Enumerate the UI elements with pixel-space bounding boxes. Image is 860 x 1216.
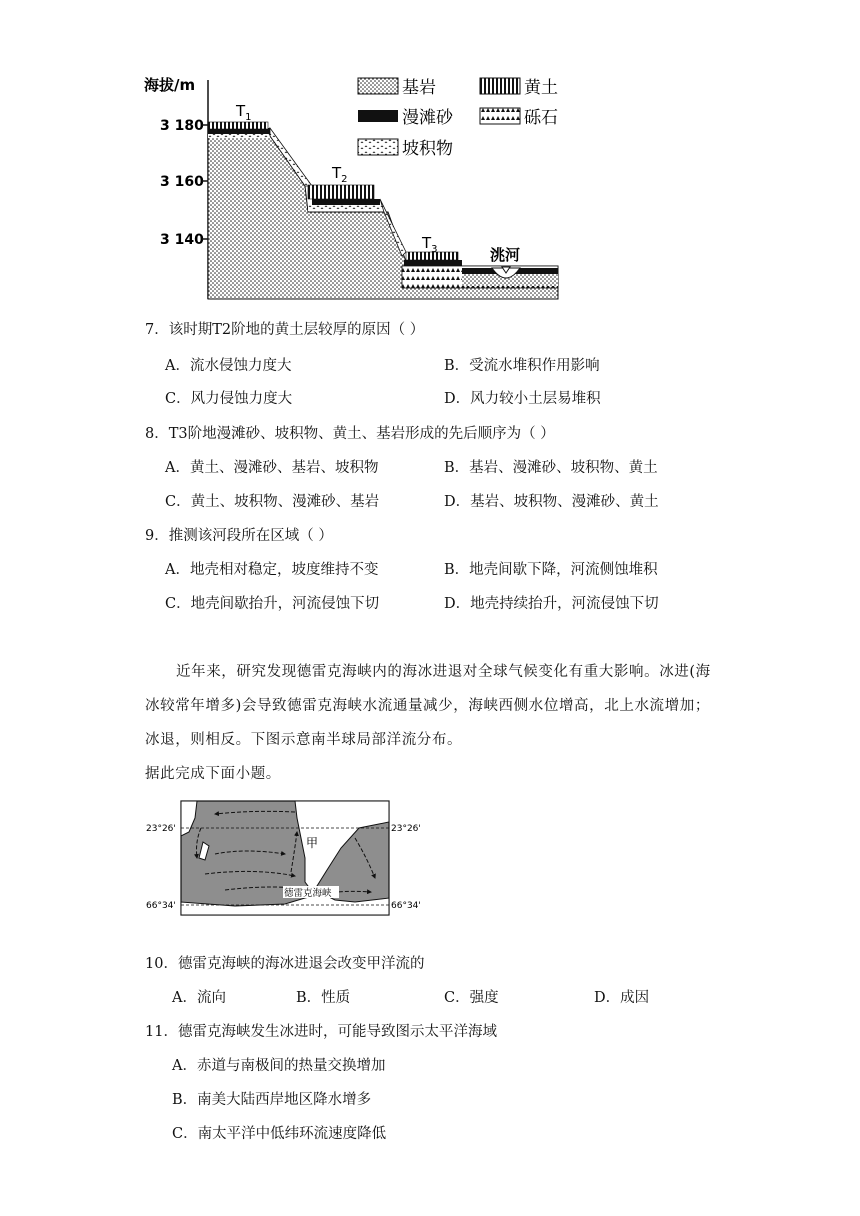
legend-loess-swatch [480, 78, 520, 94]
terrace-label-t1: $T_1$ [236, 102, 252, 123]
river-label: 洮河 [490, 246, 521, 264]
t1-colluvium [208, 134, 270, 138]
question-stem: 9．推测该河段所在区域（ ） [145, 528, 333, 544]
t2-colluvium [308, 205, 384, 211]
question-stem: 11．德雷克海峡发生冰进时，可能导致图示太平洋海域 [145, 1024, 497, 1040]
terrace-label-t3: $T_3$ [422, 234, 438, 255]
latitude-label-right-bottom: 66°34' [391, 901, 421, 911]
option-a[interactable]: A．地壳相对稳定，坡度维持不变 [165, 562, 379, 578]
option-b[interactable]: B．性质 [296, 990, 351, 1006]
option-d[interactable]: D．风力较小土层易堆积 [444, 391, 601, 407]
passage-line: 近年来，研究发现德雷克海峡内的海冰进退对全球气候变化有重大影响。冰进(海 [176, 664, 711, 680]
question-stem: 10．德雷克海峡的海冰进退会改变甲洋流的 [145, 956, 425, 972]
y-tick-label: 3 140 [160, 232, 204, 248]
label-jia: 甲 [306, 836, 319, 850]
terrace-label-t2: $T_2$ [332, 164, 348, 185]
y-axis-label: 海拔/m [144, 76, 196, 94]
legend-colluvium-label: 坡积物 [402, 139, 453, 159]
option-b[interactable]: B．受流水堆积作用影响 [444, 358, 600, 374]
y-tick-label: 3 180 [160, 118, 204, 134]
option-c[interactable]: C．地壳间歇抬升，河流侵蚀下切 [165, 596, 380, 612]
option-c[interactable]: C．南太平洋中低纬环流速度降低 [172, 1126, 387, 1142]
terrace-cross-section-figure [140, 66, 580, 308]
latitude-label-left-bottom: 66°34' [146, 901, 176, 911]
legend-sand-swatch [358, 110, 398, 122]
option-c[interactable]: C．强度 [444, 990, 499, 1006]
option-b[interactable]: B．地壳间歇下降，河流侧蚀堆积 [444, 562, 658, 578]
label-drake-strait: 德雷克海峡 [284, 888, 332, 899]
legend-gravel-label: 砾石 [524, 108, 558, 128]
option-c[interactable]: C．黄土、坡积物、漫滩砂、基岩 [165, 494, 380, 510]
passage-instruction: 据此完成下面小题。 [145, 766, 281, 782]
latitude-label-right-top: 23°26' [391, 824, 421, 834]
option-a[interactable]: A．流水侵蚀力度大 [165, 358, 292, 374]
option-b[interactable]: B．南美大陆西岸地区降水增多 [172, 1092, 372, 1108]
legend-sand-label: 漫滩砂 [402, 108, 453, 128]
legend-colluvium-swatch [358, 139, 398, 155]
t3-floodplain-sand [404, 260, 462, 266]
legend-bedrock-swatch [358, 78, 398, 94]
option-c[interactable]: C．风力侵蚀力度大 [165, 391, 293, 407]
question-stem: 7．该时期T2阶地的黄土层较厚的原因（ ） [145, 322, 425, 338]
question-stem: 8．T3阶地漫滩砂、坡积物、黄土、基岩形成的先后顺序为（ ） [145, 426, 555, 442]
passage-line: 冰较常年增多)会导致德雷克海峡水流通量减少，海峡西侧水位增高，北上水流增加； [145, 698, 710, 714]
t2-loess [308, 185, 374, 199]
option-d[interactable]: D．成因 [594, 990, 650, 1006]
option-a[interactable]: A．流向 [172, 990, 226, 1006]
option-d[interactable]: D．地壳持续抬升，河流侵蚀下切 [444, 596, 659, 612]
y-tick-label: 3 160 [160, 174, 204, 190]
t1-loess [208, 122, 268, 129]
option-a[interactable]: A．赤道与南极间的热量交换增加 [172, 1058, 386, 1074]
legend-loess-label: 黄土 [524, 78, 558, 98]
legend-gravel-swatch [480, 108, 520, 124]
legend-bedrock-label: 基岩 [402, 78, 436, 98]
passage-line: 冰退，则相反。下图示意南半球局部洋流分布。 [145, 732, 463, 748]
option-d[interactable]: D．基岩、坡积物、漫滩砂、黄土 [444, 494, 659, 510]
option-a[interactable]: A．黄土、漫滩砂、基岩、坡积物 [165, 460, 379, 476]
option-b[interactable]: B．基岩、漫滩砂、坡积物、黄土 [444, 460, 658, 476]
t2-floodplain-sand [312, 199, 380, 205]
ocean-currents-map [145, 798, 427, 918]
latitude-label-left-top: 23°26' [146, 824, 176, 834]
